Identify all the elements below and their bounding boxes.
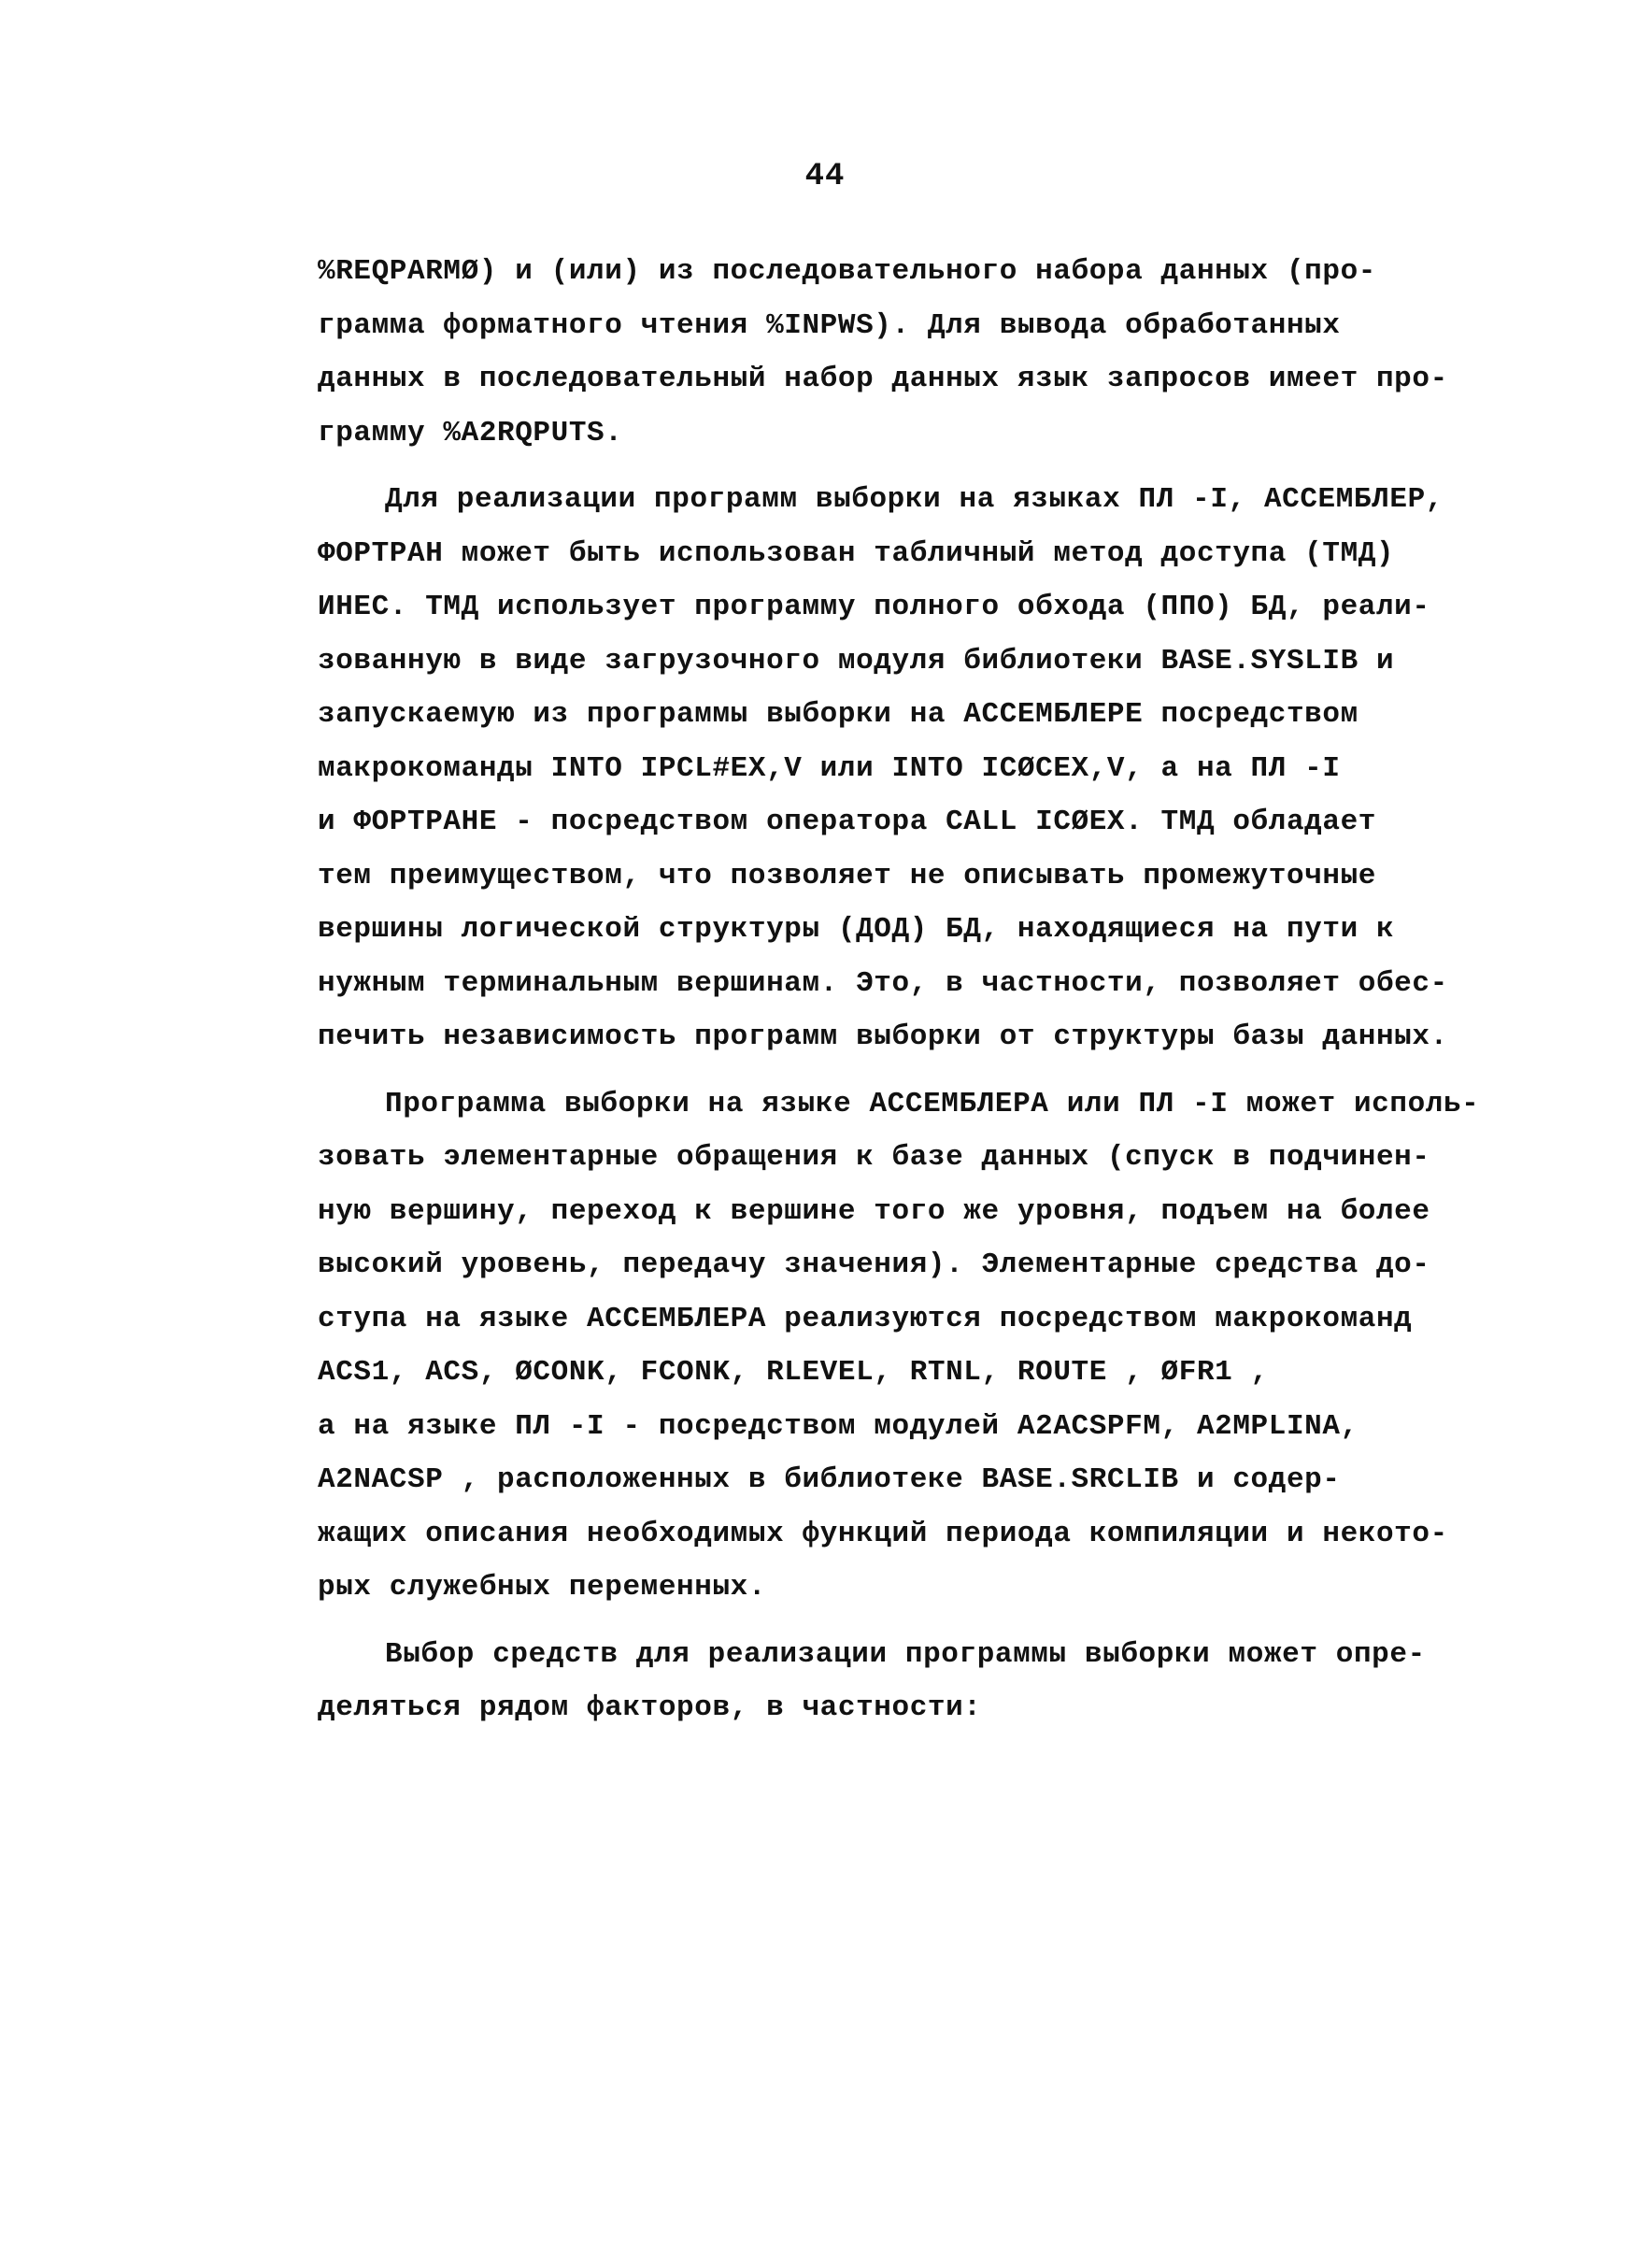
text-line: A2NACSP , расположенных в библиотеке BASE.SRCLIB и содер- [318, 1463, 1341, 1496]
text-line: ACS1, ACS, ØCONK, FCONK, RLEVEL, RTNL, ROUTE , ØFR1 , [318, 1356, 1269, 1389]
text-line: ФОРТРАН может быть использован табличный метод доступа (ТМД) [318, 536, 1395, 570]
text-line: макрокоманды INTO IPCL#EX,V или INTO ICØCEX,V, а на ПЛ -I [318, 751, 1341, 785]
text-line: рых служебных переменных. [318, 1571, 767, 1604]
text-line: грамма форматного чтения %INPWS). Для вывода обработанных [318, 308, 1341, 342]
text-line: деляться рядом факторов, в частности: [318, 1691, 982, 1724]
text-line: %REQPARMØ) и (или) из последовательного набора данных (про- [318, 255, 1376, 288]
text-line: печить независимость программ выборки от структуры базы данных. [318, 1020, 1448, 1053]
text-line: Для реализации программ выборки на языках ПЛ -I, АССЕМБЛЕР, [385, 483, 1444, 516]
paragraph [318, 245, 1448, 460]
text-line: ступа на языке АССЕМБЛЕРА реализуются посредством макрокоманд [318, 1302, 1413, 1335]
text-line: ИНЕС. ТМД использует программу полного обхода (ППО) БД, реали- [318, 591, 1430, 623]
paragraph [318, 473, 1448, 1064]
document-body [318, 245, 1480, 1735]
text-line: зованную в виде загрузочного модуля библиотеки BASE.SYSLIB и [318, 644, 1395, 678]
text-line: нужным терминальным вершинам. Это, в частности, позволяет обес- [318, 966, 1448, 1000]
text-line: зовать элементарные обращения к базе данных (спуск в подчинен- [318, 1141, 1430, 1174]
text-line: грамму %A2RQPUTS. [318, 416, 623, 449]
text-line: вершины логической структуры (ДОД) БД, находящиеся на пути к [318, 913, 1395, 946]
text-line: запускаемую из программы выборки на АССЕМБЛЕРЕ посредством [318, 698, 1358, 731]
paragraph [318, 1628, 1426, 1735]
page-number: 44 [804, 159, 846, 194]
text-line: данных в последовательный набор данных язык запросов имеет про- [318, 363, 1448, 395]
text-line: тем преимуществом, что позволяет не описывать промежуточные [318, 859, 1376, 892]
text-line: Программа выборки на языке АССЕМБЛЕРА или ПЛ -I может исполь- [385, 1087, 1480, 1120]
text-line: и ФОРТРАНЕ - посредством оператора CALL ICØEX. ТМД обладает [318, 806, 1376, 838]
paragraph [318, 1077, 1480, 1615]
text-line: а на языке ПЛ -I - посредством модулей A2ACSPFM, A2MPLINA, [318, 1409, 1358, 1443]
text-line: жащих описания необходимых функций периода компиляции и некото- [318, 1517, 1448, 1550]
text-line: Выбор средств для реализации программы выборки может опре- [385, 1637, 1426, 1671]
text-line: ную вершину, переход к вершине того же уровня, подъем на более [318, 1194, 1430, 1228]
text-line: высокий уровень, передачу значения). Элементарные средства до- [318, 1248, 1430, 1281]
